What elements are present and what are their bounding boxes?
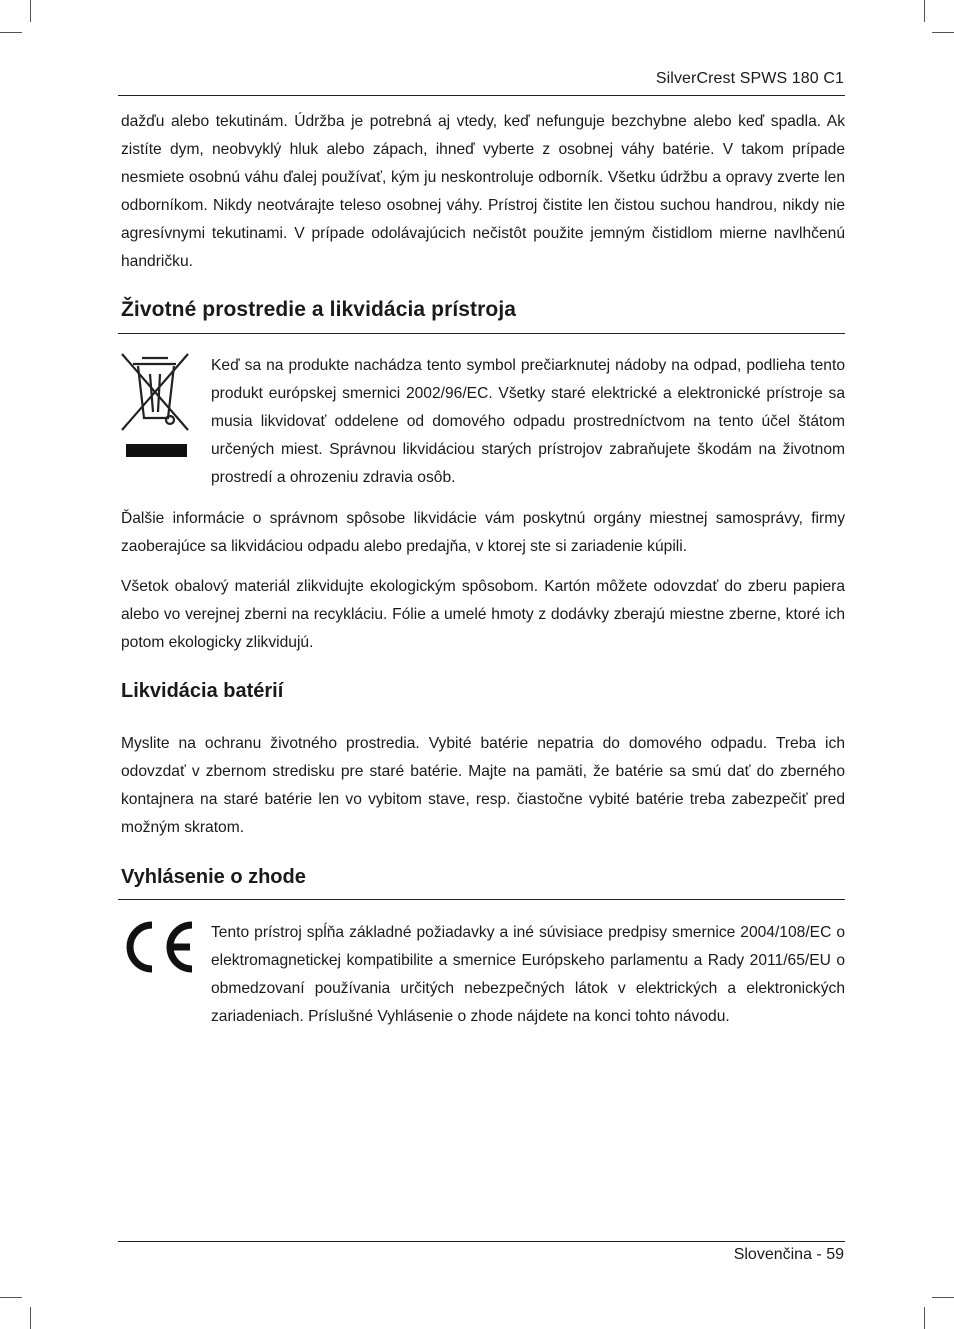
crop-mark (932, 1297, 954, 1298)
intro-paragraph: dažďu alebo tekutinám. Údržba je potrebná aj vtedy, keď nefunguje bezchybne alebo keď spadla. Ak zistíte dym, neobvyklý hluk alebo zápach, ihneď vyberte z osobnej váhy batérie. V takom prípade nesmiete osobnú váhu ďalej používať, kým ju neskontroluje odborník. Všetku údržbu a opravy zverte len odborníkom. Nikdy neotvárajte teleso osobnej váhy. Prístroj čistite len čistou suchou handrou, nikdy nie agresívnymi tekutinami. V prípade odolávajúcich nečistôt použite jemným čistidlom mierne navlhčenú handričku. (121, 113, 845, 270)
section-heading-environment: Životné prostredie a likvidácia prístroja (121, 298, 517, 321)
footer-rule (118, 1241, 845, 1242)
conformity-paragraph: Tento prístroj spĺňa základné požiadavky a iné súvisiace predpisy smernice 2004/108/EC o elektromagnetickej kompatibilite a smernice Európskeho parlamentu a Rady 2011/65/EU o obmedzovaní používania určitých nebezpečných látok v elektrických a elektronických zariadeniach. Príslušné Vyhlásenie o zhode nájdete na konci tohto návodu. (211, 924, 845, 1025)
crop-mark (30, 0, 31, 22)
crop-mark (932, 32, 954, 33)
section-heading-conformity: Vyhlásenie o zhode (121, 866, 306, 888)
page-number: Slovenčina - 59 (733, 1246, 844, 1263)
ce-mark-icon (120, 920, 196, 974)
section-rule-conformity (118, 899, 845, 900)
crop-mark (30, 1307, 31, 1329)
page-header-product: SilverCrest SPWS 180 C1 (655, 70, 844, 87)
weee-paragraph: Keď sa na produkte nachádza tento symbol prečiarknutej nádoby na odpad, podlieha tento produkt európskej smernici 2002/96/EC. Všetky staré elektrické a elektronické prístroje sa musia likvidovať oddelene od domového odpadu prostredníctvom na tento účel štátom určených miest. Správnou likvidáciou starých prístrojov zabraňujete škodám na životnom prostredí a ohrozeniu zdravia osôb. (211, 357, 845, 486)
crossed-out-wheelie-bin-icon (120, 352, 190, 460)
section-rule-environment (118, 333, 845, 334)
crop-mark (924, 0, 925, 22)
crop-mark (924, 1307, 925, 1329)
header-rule (118, 95, 845, 96)
batteries-paragraph: Myslite na ochranu životného prostredia. Vybité batérie nepatria do domového odpadu. Treba ich odovzdať v zbernom stredisku pre staré batérie. Majte na pamäti, že batérie sa smú dať do zberného kontajnera na staré batérie len vo vybitom stave, resp. čiastočne vybité batérie treba zabezpečiť pred možným skratom. (121, 735, 845, 836)
crop-mark (0, 32, 22, 33)
section-heading-batteries: Likvidácia batérií (121, 680, 284, 702)
packaging-paragraph: Všetok obalový materiál zlikvidujte ekologickým spôsobom. Kartón môžete odovzdať do zberu papiera alebo vo verejnej zberni na recykláciu. Fólie a umelé hmoty z dodávky zberajú miestne zberne, ktoré ich potom ekologicky zlikvidujú. (121, 578, 845, 651)
crop-mark (0, 1297, 22, 1298)
disposal-info-paragraph: Ďalšie informácie o správnom spôsobe likvidácie vám poskytnú orgány miestnej samosprávy, firmy zaoberajúce sa likvidáciou odpadu alebo predajňa, v ktorej ste si zariadenie kúpili. (121, 510, 845, 555)
